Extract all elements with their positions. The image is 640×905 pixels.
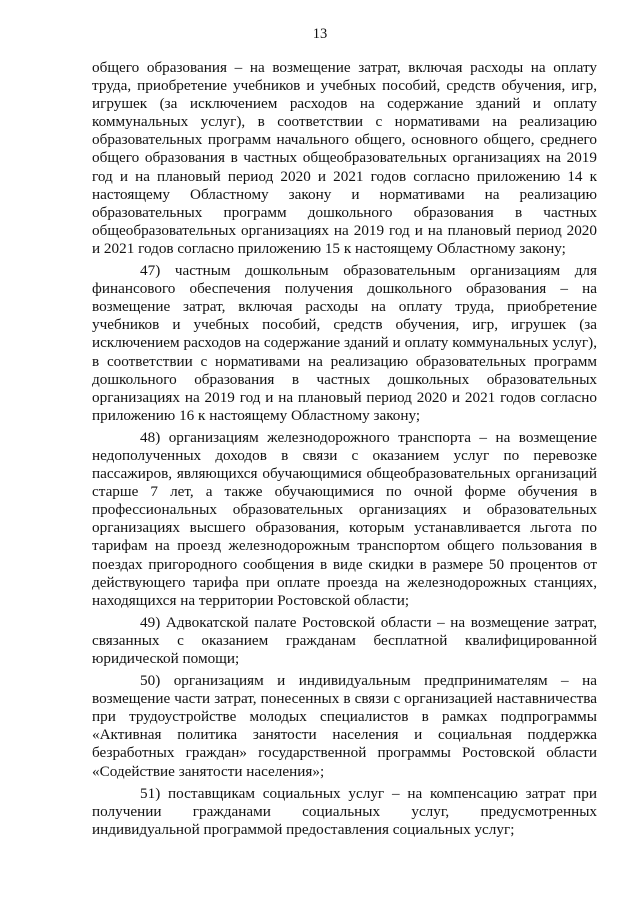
page-number: 13 (312, 26, 328, 42)
paragraph-item-49: 49) Адвокатской палате Ростовской области – на возмещение затрат, связанных с оказанием гражданам бесплатной квалифицированной юридической помощи; (92, 613, 597, 667)
paragraph-item-51: 51) поставщикам социальных услуг – на компенсацию затрат при получении гражданами социальных услуг, предусмотренных индивидуальной программой предоставления социальных услуг; (92, 784, 597, 838)
document-body (92, 59, 597, 843)
paragraph-item-50: 50) организациям и индивидуальным предпринимателям – на возмещение части затрат, понесенных в связи с организацией наставничества при трудоустройстве молодых специалистов в рамках подпрограммы «Активная политика занятости населения и социальная поддержка безработных граждан» государственной программы Ростовской области «Содействие занятости населения»; (92, 672, 597, 780)
paragraph-item-47: 47) частным дошкольным образовательным организациям для финансового обеспечения получения дошкольного образования – на возмещение затрат, включая расходы на оплату труда, приобретение учебников и учебных пособий, средств обучения, игр, игрушек (за исключением расходов на содержание зданий и оплату коммунальных услуг), в соответствии с нормативами на реализацию образовательных программ дошкольного образования в частных дошкольных образовательных организациях на 2019 год и на плановый период 2020 и 2021 годов согласно приложению 16 к настоящему Областному закону; (92, 262, 597, 424)
paragraph-continued: общего образования – на возмещение затрат, включая расходы на оплату труда, приобретение учебников и учебных пособий, средств обучения, игр, игрушек (за исключением расходов на содержание зданий и оплату коммунальных услуг), в соответствии с нормативами на реализацию образовательных программ начального общего, основного общего, среднего общего образования в частных общеобразовательных организациях на 2019 год и на плановый период 2020 и 2021 годов согласно приложению 14 к настоящему Областному закону и нормативами на реализацию образовательных программ дошкольного образования в частных общеобразовательных организациях на 2019 год и на плановый период 2020 и 2021 годов согласно приложению 15 к настоящему Областному закону; (92, 59, 597, 257)
paragraph-item-48: 48) организациям железнодорожного транспорта – на возмещение недополученных доходов в связи с оказанием услуг по перевозке пассажиров, являющихся обучающимися общеобразовательных организаций старше 7 лет, а также обучающимися по очной форме обучения в профессиональных образовательных организациях и образовательных организациях высшего образования, которым устанавливается льгота по тарифам на проезд железнодорожным транспортом общего пользования в поездах пригородного сообщения в виде скидки в размере 50 процентов от действующего тарифа при оплате проезда на железнодорожных станциях, находящихся на территории Ростовской области; (92, 428, 597, 609)
